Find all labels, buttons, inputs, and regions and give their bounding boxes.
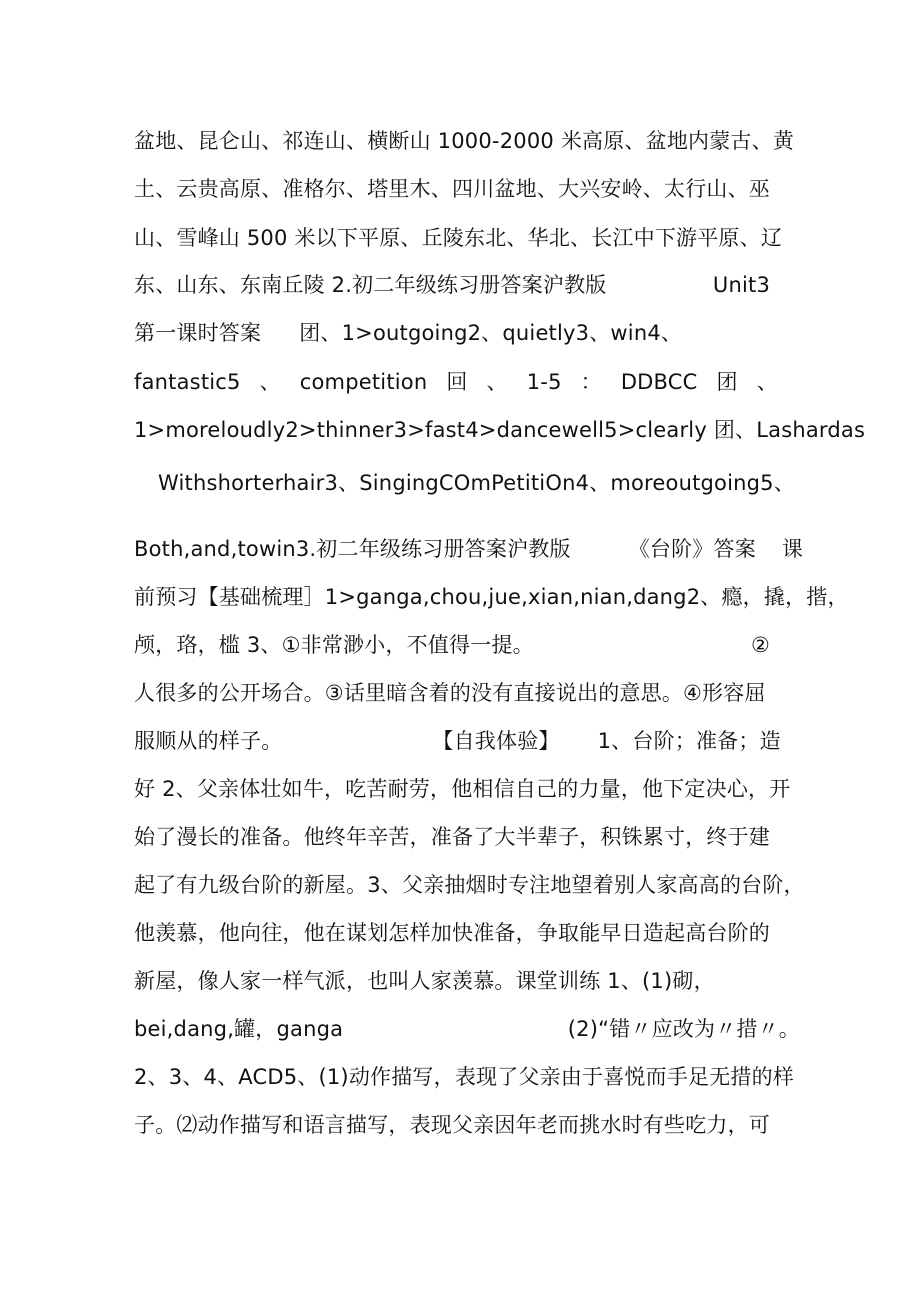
line-5-text-b: 团、1>outgoing2、quietly3、win4、 <box>299 321 683 345</box>
line-6-part-7: ： <box>580 370 602 394</box>
line-8-text: Withshorterhair3、SingingCOmPetitiOn4、moreoutgoing5、 <box>158 471 795 495</box>
line-6-part-2: 、 <box>259 370 281 394</box>
line-15-text: 始了漫长的准备。他终年辛苦，准备了大半辈子，积铢累寸，终于建 <box>134 825 770 849</box>
line-6-part-1: fantastic5 <box>134 370 241 394</box>
text-line-8 <box>158 468 795 498</box>
text-line-10 <box>134 582 849 612</box>
text-line-19 <box>134 1014 800 1044</box>
line-4-text-a: 东、山东、东南丘陵 2.初二年级练习册答案沪教版 <box>134 273 607 297</box>
line-20-text: 2、3、4、ACD5、(1)动作描写，表现了父亲由于喜悦而手足无措的样 <box>134 1065 795 1089</box>
line-6-part-3: competition <box>299 370 428 394</box>
line-6-part-5: 、 <box>486 370 508 394</box>
line-14-text: 好 2、父亲体壮如牛，吃苦耐劳，他相信自己的力量，他下定决心，开 <box>134 777 791 801</box>
line-13-text-a: 服顺从的样子。 <box>134 729 283 753</box>
text-line-3 <box>134 223 788 253</box>
line-21-text: 子。⑵动作描写和语言描写，表现父亲因年老而挑水时有些吃力，可 <box>134 1113 770 1137</box>
text-line-2 <box>134 174 788 204</box>
line-10-text: 前预习【基础梳理］1>ganga,chou,jue,xian,nian,dang2、瘾，撬，揩， <box>134 585 849 609</box>
text-line-5 <box>134 318 682 348</box>
line-7-text: 1>moreloudly2>thinner3>fast4>dancewell5>clearly 团、Lashardas <box>134 418 866 442</box>
line-3-text: 山、雪峰山 500 米以下平原、丘陵东北、华北、长江中下游平原、辽 <box>134 226 783 250</box>
line-13-text-c: 1、台阶；准备；造 <box>597 729 781 753</box>
line-6-part-8: DDBCC <box>620 370 698 394</box>
line-5-text-a: 第一课时答案 <box>134 321 262 345</box>
line-13-text-b: 【自我体验】 <box>432 729 560 753</box>
line-6-part-4: 回 <box>446 370 468 394</box>
line-19-text-b: (2)“错〃应改为〃措〃。 <box>567 1017 800 1041</box>
text-line-15 <box>134 822 770 852</box>
text-line-13 <box>134 726 781 756</box>
text-line-14 <box>134 774 790 804</box>
text-line-7 <box>134 415 865 445</box>
text-line-11 <box>134 630 770 660</box>
line-9-text-a: Both,and,towin3.初二年级练习册答案沪教版 <box>134 537 571 561</box>
text-line-16 <box>134 870 805 900</box>
line-12-text: 人很多的公开场合。③话里暗含着的没有直接说出的意思。④形容屈 <box>134 681 766 705</box>
line-2-text: 土、云贵高原、准格尔、塔里木、四川盆地、大兴安岭、太行山、巫 <box>134 177 770 201</box>
line-19-text-a: bei,dang,罐，ganga <box>134 1017 344 1041</box>
line-11-text-a: 颅，珞，槛 3、①非常渺小，不值得一提。 <box>134 633 534 657</box>
line-16-text: 起了有九级台阶的新屋。3、父亲抽烟时专注地望着别人家高高的台阶， <box>134 873 805 897</box>
text-line-20 <box>134 1062 794 1092</box>
line-9-text-b: 《台阶》答案 <box>628 537 756 561</box>
line-6-part-6: 1-5 <box>526 370 562 394</box>
line-18-text: 新屋，像人家一样气派，也叫人家羡慕。课堂训练 1、(1)砌， <box>134 969 715 993</box>
text-line-9 <box>134 534 803 564</box>
text-line-4 <box>134 270 770 300</box>
text-line-1 <box>134 126 795 156</box>
text-line-6 <box>134 367 778 397</box>
line-4-text-b: Unit3 <box>712 273 770 297</box>
text-line-18 <box>134 966 715 996</box>
text-line-12 <box>134 678 766 708</box>
text-line-17 <box>134 918 770 948</box>
line-9-text-c: 课 <box>781 537 804 561</box>
line-11-text-b: ② <box>750 633 770 657</box>
line-17-text: 他羡慕，他向往，他在谋划怎样加快准备，争取能早日造起高台阶的 <box>134 921 770 945</box>
line-6-part-9: 团 <box>716 370 738 394</box>
text-line-21 <box>134 1110 770 1140</box>
line-6-part-10: 、 <box>756 370 778 394</box>
line-1-text: 盆地、昆仑山、祁连山、横断山 1000-2000 米高原、盆地内蒙古、黄 <box>134 129 795 153</box>
